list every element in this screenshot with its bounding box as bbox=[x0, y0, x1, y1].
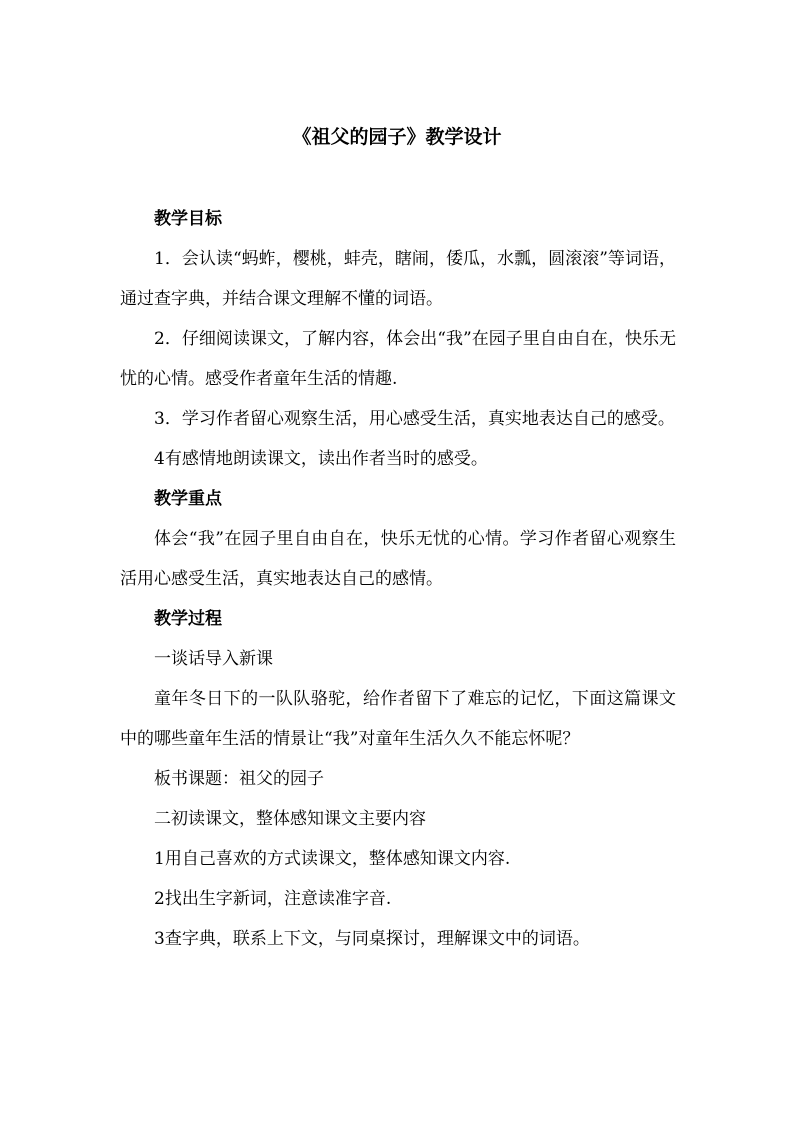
objective-2-paragraph: 2．仔细阅读课文，了解内容，体会出“我”在园子里自由自在，快乐无忧的心情。感受作者童年生活的情趣. bbox=[120, 329, 676, 389]
key-points-paragraph: 体会“我”在园子里自由自在，快乐无忧的心情。学习作者留心观察生活用心感受生活，真实地表达自己的感情。 bbox=[120, 529, 676, 589]
section-heading-objectives: 教学目标 bbox=[154, 209, 222, 229]
step-1-heading: 一谈话导入新课 bbox=[154, 649, 273, 669]
objective-4-paragraph: 4有感情地朗读课文，读出作者当时的感受。 bbox=[154, 449, 488, 469]
objective-3-paragraph: 3．学习作者留心观察生活，用心感受生活，真实地表达自己的感受。 bbox=[154, 409, 675, 429]
board-title-paragraph: 板书课题：祖父的园子 bbox=[154, 769, 324, 789]
step-2-heading: 二初读课文，整体感知课文主要内容 bbox=[154, 809, 426, 829]
intro-paragraph: 童年冬日下的一队队骆驼，给作者留下了难忘的记忆，下面这篇课文中的哪些童年生活的情景让“我”对童年生活久久不能忘怀呢？ bbox=[120, 689, 676, 749]
objective-1-paragraph: 1．会认读“蚂蚱，樱桃，蚌壳，瞎闹，倭瓜，水瓢，圆滚滚”等词语，通过查字典，并结合课文理解不懂的词语。 bbox=[120, 249, 676, 309]
task-3-paragraph: 3查字典，联系上下文，与同桌探讨，理解课文中的词语。 bbox=[154, 929, 590, 949]
task-1-paragraph: 1用自己喜欢的方式读课文，整体感知课文内容. bbox=[154, 849, 511, 869]
task-2-paragraph: 2找出生字新词，注意读准字音. bbox=[154, 889, 392, 909]
document-title: 《祖父的园子》教学设计 bbox=[292, 126, 502, 148]
section-heading-key-points: 教学重点 bbox=[154, 489, 222, 509]
section-heading-process: 教学过程 bbox=[154, 609, 222, 629]
document-body bbox=[120, 199, 676, 959]
